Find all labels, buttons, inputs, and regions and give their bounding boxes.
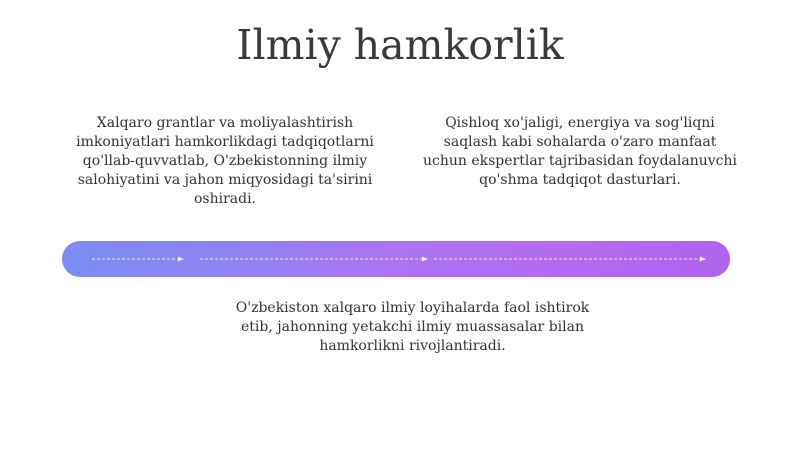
text-block-international-projects: O'zbekiston xalqaro ilmiy loyihalarda faol ishtirok etib, jahonning yetakchi ilmiy muassasalar bilan hamkorlikni rivojlantiradi. — [235, 300, 590, 354]
timeline-arrow-2-head — [422, 257, 428, 262]
timeline-bar — [62, 241, 730, 277]
timeline-arrow-1-head — [178, 257, 184, 262]
timeline-arrows — [62, 241, 730, 277]
slide-title: Ilmiy hamkorlik — [236, 21, 564, 69]
text-block-joint-programs: Qishloq xo'jaligi, energiya va sog'liqni saqlash kabi sohalarda o'zaro manfaat uchun ekspertlar tajribasidan foydalanuvchi qo'shma tadqiqot dasturlari. — [422, 115, 737, 188]
timeline-arrow-3-head — [700, 257, 706, 262]
text-block-grants: Xalqaro grantlar va moliyalashtirish imkoniyatlari hamkorlikdagi tadqiqotlarni qo'llab-quvvatlab, O'zbekistonning ilmiy salohiyatini va jahon miqyosidagi ta'sirini oshiradi. — [76, 115, 374, 207]
